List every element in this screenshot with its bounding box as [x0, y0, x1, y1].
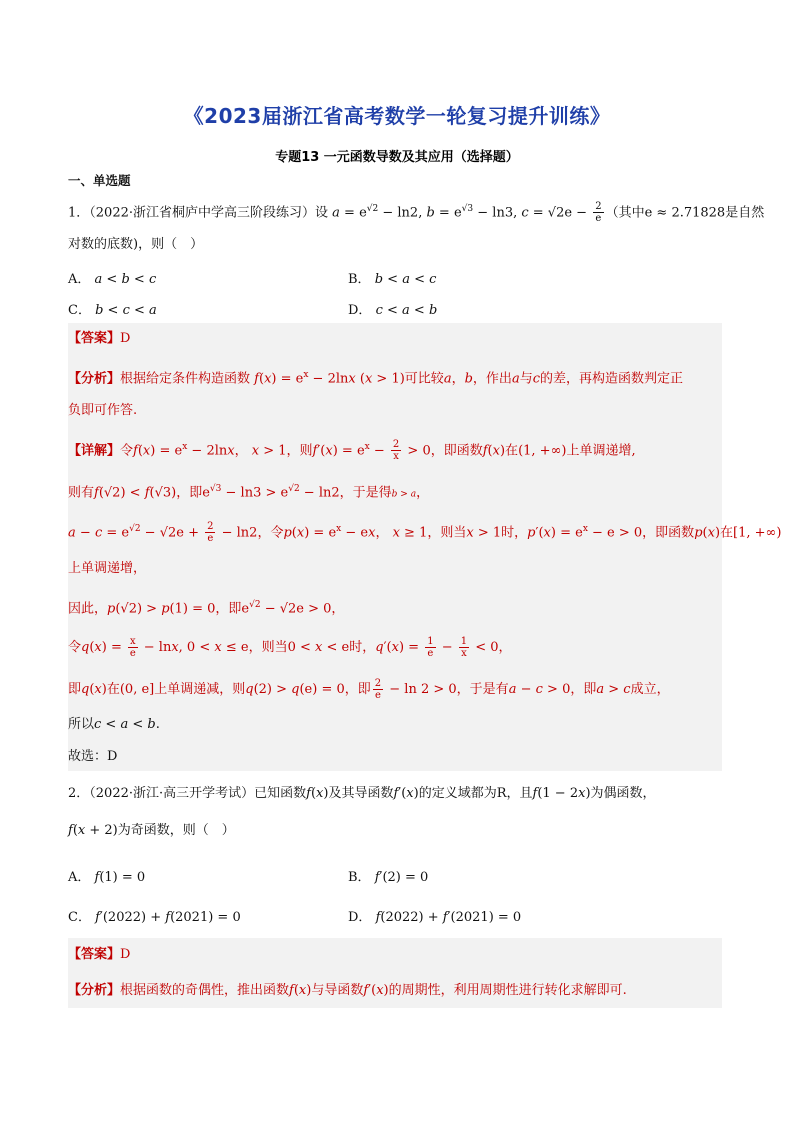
q1-detail-line5: 因此，p(√2) > p(1) = 0，即$e^{√2} - √2e > 0$， — [68, 600, 345, 617]
q2-option-d: D． f(2022) + f′(2021) = 0 — [348, 910, 522, 925]
q1-answer: 【答案】D — [68, 331, 131, 346]
document-subtitle: 专题13 一元函数导数及其应用（选择题） — [275, 150, 519, 165]
q1-choose: 故选：D — [68, 749, 118, 764]
q2-option-c: C． f′(2022) + f(2021) = 0 — [68, 910, 241, 925]
q1-detail-line8: 所以c < a < b. — [68, 717, 160, 732]
q1-detail-line2: 则有f(√2) < f(√3)，即$e^{√3} - \ln 3 > e^{√2} - \ln 2$，于是得b > a， — [68, 484, 430, 501]
q1-stem-line2: 对数的底数)，则（ ） — [68, 237, 204, 252]
q1-detail-line1: 【详解】令$f(x) = e^x - 2\ln x$， x > 1，则$f'(x) = e^x$ − $\frac{2}{x}$ > 0，即函数f(x)在(1, +∞)上单调递增, — [68, 439, 636, 463]
section-heading: 一、单选题 — [68, 173, 131, 188]
document-title: 《2023届浙江省高考数学一轮复习提升训练》 — [183, 104, 611, 128]
q1-analysis-line2: 负即可作答. — [68, 403, 138, 418]
q2-option-a: A． f(1) = 0 — [68, 870, 146, 885]
q1-stem: 1．（2022·浙江省桐庐中学高三阶段练习）设 $a = e^{√2} - \ln 2$, $b = e^{√3} - \ln 3$, c = √2e − $\frac{2}{e}$ （其中e ≈ 2.71828是自然 — [68, 201, 765, 225]
q1-option-b: B． b < a < c — [348, 272, 437, 287]
q1-solution-panel — [68, 323, 722, 771]
q2-answer: 【答案】D — [68, 947, 131, 962]
q1-option-c: C． b < c < a — [68, 303, 157, 318]
q2-analysis: 【分析】根据函数的奇偶性，推出函数f(x)与导函数f′(x)的周期性，利用周期性进行转化求解即可. — [68, 983, 627, 998]
q2-stem: 2．（2022·浙江·高三开学考试）已知函数f(x)及其导函数f′(x)的定义域都为R，且f(1 − 2x)为偶函数， — [68, 786, 656, 801]
q1-detail-line7: 即q(x)在(0, e]上单调递减，则q(2) > q(e) = 0，即 $\frac{2}{e}$ − ln 2 > 0，于是有a − c > 0，即a > c成立， — [68, 678, 670, 701]
q1-detail-line6: 令q(x) = $\frac{x}{e}$ − lnx, 0 < x ≤ e，则当0 < x < e时，q′(x) = $\frac{1}{e}$ − $\frac{1}{x}$ < 0， — [68, 636, 512, 659]
q2-option-b: B． f′(2) = 0 — [348, 870, 429, 885]
q1-detail-line3: $a - c = e^{√2} - √2e$ + $\frac{2}{e}$ − ln2，令$p(x) = e^x$ − ex， x ≥ 1，则当x > 1时，$p'(x) = e^x - e > 0$，即函数p(x)在[1, +∞) — [68, 521, 782, 545]
q1-analysis: 【分析】根据给定条件构造函数 $f(x) = e^x - 2\ln x$ (x > 1)可比较a，b，作出a与c的差，再构造函数判定正 — [68, 370, 684, 387]
q1-detail-line4: 上单调递增， — [68, 561, 147, 576]
q1-option-a: A． a < b < c — [68, 272, 157, 287]
q2-stem-line2: f(x + 2)为奇函数，则（ ） — [68, 823, 235, 838]
q1-option-d: D． c < a < b — [348, 303, 438, 318]
